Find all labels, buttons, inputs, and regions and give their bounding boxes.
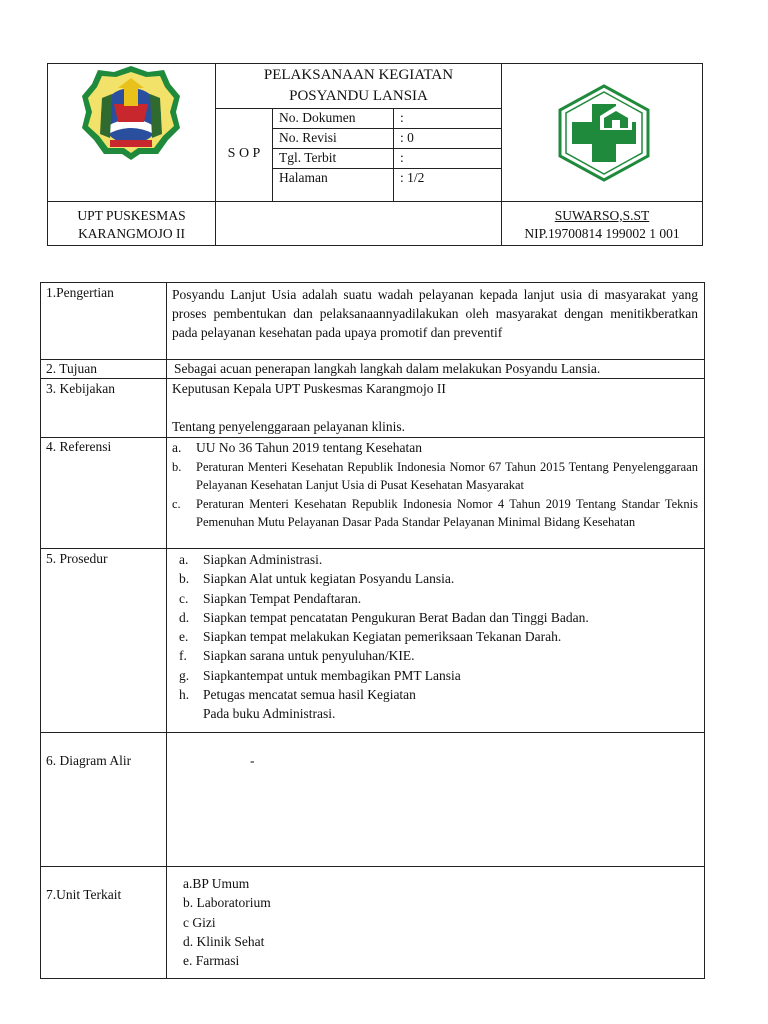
- pengertian-text: Posyandu Lanjut Usia adalah suatu wadah pelayanan kepada lanjut usia di masyarakat yang proses pembentukan dan pelaksanaannyadilakukan oleh masyarakat dengan menitikberatkan pada pelayanan kesehatan pada upaya promotif dan preventif: [172, 287, 698, 340]
- revision-value: : 0: [400, 130, 414, 145]
- doc-number-value: :: [400, 110, 404, 125]
- list-text: Siapkan tempat pencatatan Pengukuran Berat Badan dan Tinggi Badan.: [203, 609, 589, 625]
- referensi-list: [172, 439, 698, 531]
- puskesmas-logo-icon: [556, 84, 652, 182]
- list-item: [179, 666, 699, 685]
- header-border-bottom: [47, 245, 703, 246]
- row-label-referensi: 4. Referensi: [46, 439, 112, 454]
- row-line-5: [40, 732, 705, 733]
- list-text: Petugas mencatat semua hasil Kegiatan: [203, 687, 416, 703]
- list-item: [179, 569, 699, 588]
- list-marker: b.: [179, 571, 190, 587]
- row-line-2: [40, 378, 705, 379]
- list-text: c Gizi: [183, 914, 216, 930]
- sop-divider: [272, 108, 273, 201]
- signer-name: SUWARSO,S.ST: [554, 208, 650, 223]
- list-text: Pada buku Administrasi.: [203, 706, 336, 722]
- list-item: [183, 893, 583, 912]
- list-item: [183, 932, 583, 951]
- list-item: [183, 874, 583, 893]
- issue-date-value: :: [400, 150, 404, 165]
- list-item: [183, 913, 583, 932]
- list-text: Siapkan tempat melakukan Kegiatan pemeriksaan Tekanan Darah.: [203, 629, 562, 645]
- list-marker: e.: [179, 629, 189, 645]
- list-marker: h.: [179, 687, 190, 703]
- title-underline: [215, 108, 501, 109]
- unit-name-line1: UPT PUSKESMAS: [77, 208, 186, 223]
- list-marker: d.: [179, 609, 190, 625]
- list-text: Siapkantempat untuk membagikan PMT Lansia: [203, 667, 461, 683]
- list-item: [179, 550, 699, 569]
- list-text: Peraturan Menteri Kesehatan Republik Indonesia Nomor 4 Tahun 2019 Tentang Standar Teknis Pemenuhan Mutu Pelayanan Dasar Pada Standar Pelayanan Minimal Bidang Kesehatan: [196, 497, 698, 529]
- body-border-left: [40, 282, 41, 979]
- body-col-divider: [166, 282, 167, 979]
- unit-terkait-list: [183, 874, 583, 970]
- list-marker: b.: [172, 460, 182, 474]
- kebijakan-text-line1: Keputusan Kepala UPT Puskesmas Karangmojo II: [172, 381, 446, 396]
- list-item: [179, 608, 699, 627]
- doc-col-divider: [393, 108, 394, 201]
- row-label-tujuan: 2. Tujuan: [46, 361, 98, 376]
- list-item: [179, 589, 699, 608]
- row-line-top: [40, 282, 705, 283]
- row-line-3: [40, 437, 705, 438]
- sop-label: S O P: [227, 146, 261, 161]
- list-text: Siapkan Alat untuk kegiatan Posyandu Lansia.: [203, 571, 455, 587]
- list-marker: a.: [172, 440, 182, 455]
- list-text: Siapkan Tempat Pendaftaran.: [203, 590, 362, 606]
- issue-date-label: Tgl. Terbit: [279, 150, 337, 165]
- row-label-kebijakan: 3. Kebijakan: [46, 381, 115, 396]
- prosedur-list: [179, 550, 699, 724]
- header-border-mid: [47, 201, 703, 202]
- revision-label: No. Revisi: [279, 130, 337, 145]
- sop-title-line2: POSYANDU LANSIA: [289, 88, 428, 104]
- row-line-bottom: [40, 978, 705, 979]
- body-border-right: [704, 282, 705, 979]
- list-item: [172, 496, 698, 531]
- list-text: Peraturan Menteri Kesehatan Republik Indonesia Nomor 67 Tahun 2015 Tentang Penyelenggaraan Pelayanan Kesehatan Lanjut Usia di Pusat Kesehatan Masyarakat: [196, 460, 698, 492]
- row-label-unit-terkait: 7.Unit Terkait: [46, 887, 122, 902]
- list-text: Siapkan Administrasi.: [203, 552, 323, 567]
- list-item: [183, 951, 583, 970]
- list-item: [172, 439, 698, 457]
- tujuan-text: Sebagai acuan penerapan langkah langkah dalam melakukan Posyandu Lansia.: [174, 361, 601, 376]
- list-text: Siapkan sarana untuk penyuluhan/KIE.: [203, 648, 415, 664]
- list-text: UU No 36 Tahun 2019 tentang Kesehatan: [196, 440, 423, 455]
- regency-emblem-icon: [78, 64, 184, 160]
- list-marker: c.: [179, 590, 189, 606]
- row-label-diagram: 6. Diagram Alir: [46, 753, 132, 768]
- row-label-prosedur: 5. Prosedur: [46, 551, 108, 566]
- list-marker: a.: [179, 552, 189, 567]
- row-line-4: [40, 548, 705, 549]
- header-border-right: [702, 63, 703, 246]
- kebijakan-text-line2: Tentang penyelenggaraan pelayanan klinis.: [172, 419, 405, 434]
- list-text: e. Farmasi: [183, 953, 240, 969]
- page-label: Halaman: [279, 170, 328, 185]
- list-text: d. Klinik Sehat: [183, 933, 265, 949]
- unit-name-line2: KARANGMOJO II: [78, 226, 185, 241]
- row-line-6: [40, 866, 705, 867]
- list-item: [179, 685, 699, 704]
- list-item: [172, 459, 698, 494]
- sop-title-line1: PELAKSANAAN KEGIATAN: [263, 67, 454, 83]
- list-text: b. Laboratorium: [183, 895, 271, 911]
- list-marker: f.: [179, 648, 187, 664]
- list-item: [179, 627, 699, 646]
- list-marker: g.: [179, 667, 190, 683]
- doc-number-label: No. Dokumen: [279, 110, 356, 125]
- page-value: : 1/2: [400, 170, 425, 185]
- list-item-continuation: [179, 704, 699, 723]
- row-label-pengertian: 1.Pengertian: [46, 285, 114, 300]
- list-item: [179, 646, 699, 665]
- signer-nip: NIP.19700814 199002 1 001: [524, 226, 680, 241]
- list-marker: c.: [172, 497, 181, 511]
- list-text: a.BP Umum: [183, 876, 250, 891]
- diagram-value: -: [250, 753, 255, 768]
